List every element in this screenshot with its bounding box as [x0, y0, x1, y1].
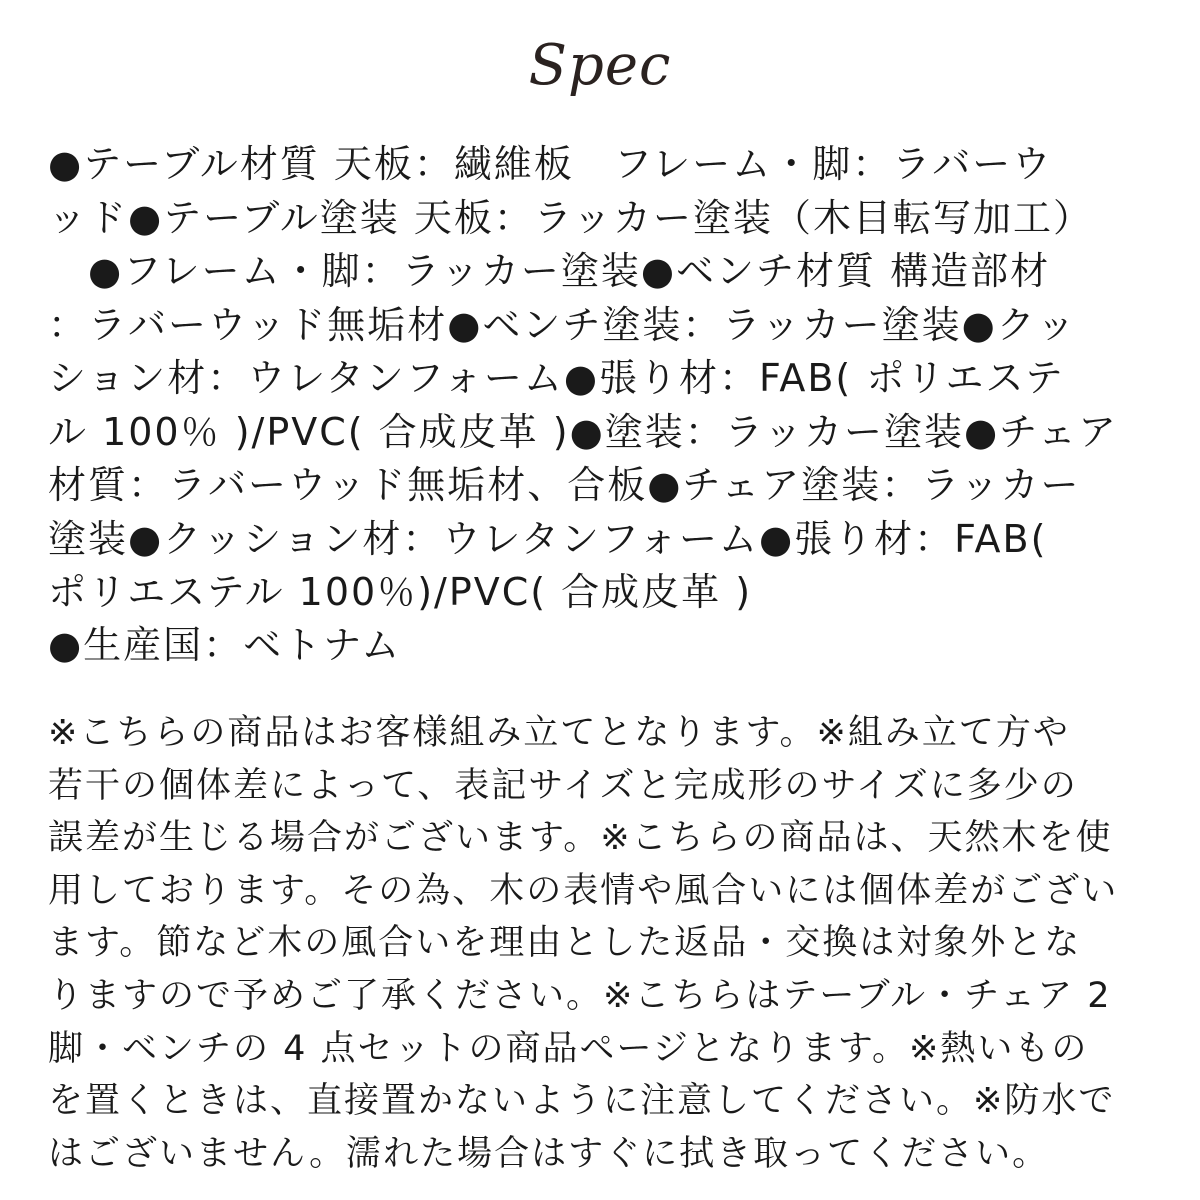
notes-paragraph: ※こちらの商品はお客様組み立てとなります。※組み立て方や 若干の個体差によって、表記サイズと完成形のサイズに多少の 誤差が生じる場合がございます。※こちらの商品は、天然木を使 用しております。その為、木の表情や風合いには個体差がござい ます。節など木の風合いを理由とした返品・交換は対象外とな りますので予めご了承ください。※こちらはテーブル・チェア 2 脚・ベンチの 4 点セットの商品ページとなります。※熱いもの を置くときは、直接置かないように注意してください。※防水で はございません。濡れた場合はすぐに拭き取ってください。 [48, 713, 1119, 1174]
country-of-origin: ●生産国：ベトナム [48, 623, 402, 667]
spec-details: ●テーブル材質 天板：繊維板 フレーム・脚：ラバーウ ッド●テーブル塗装 天板：ラッカー塗装（木目転写加工） ●フレーム・脚：ラッカー塗装●ベンチ材質 構造部材 ：ラバーウッド無垢材●ベンチ塗装：ラッカー塗装●クッ ション材：ウレタンフォーム●張り材：FAB( ポリエステ ル 100％ )/PVC( 合成皮革 )●塗装：ラッカー塗装●チェア 材質：ラバーウッド無垢材、合板●チェア塗装：ラッカー 塗装●クッション材：ウレタンフォーム●張り材：FAB( ポリエステル 100％)/PVC( 合成皮革 ) [48, 142, 1118, 614]
page-title: Spec [528, 33, 672, 98]
